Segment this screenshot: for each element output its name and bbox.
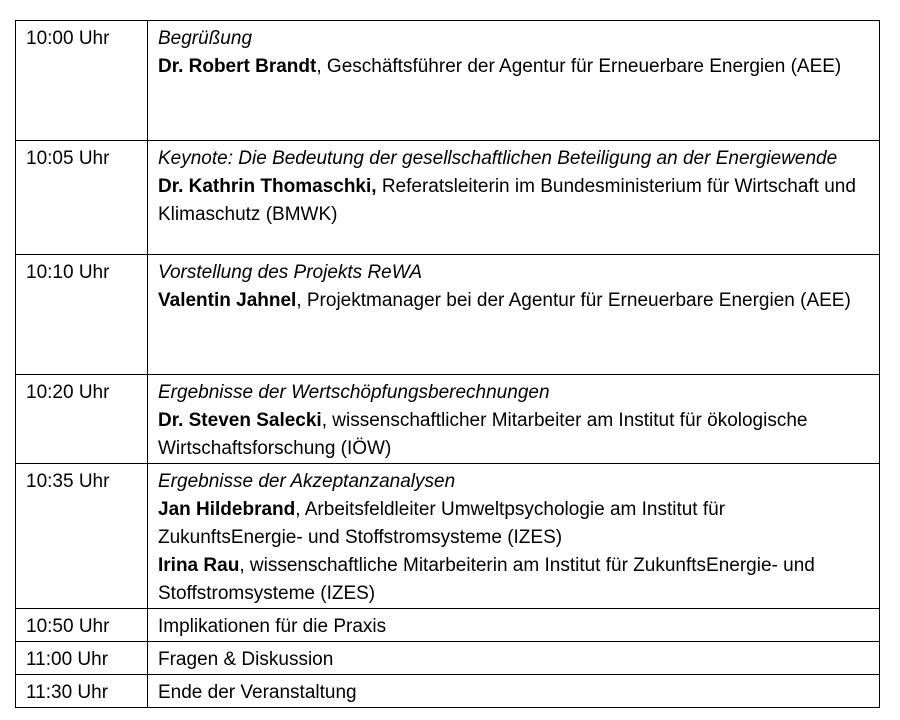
agenda-row xyxy=(16,21,880,141)
speaker-line xyxy=(158,552,871,608)
agenda-row xyxy=(16,609,880,642)
speaker-name: Irina Rau xyxy=(158,555,240,576)
agenda-time: 10:35 Uhr xyxy=(16,464,148,609)
agenda-row xyxy=(16,675,880,708)
agenda-time: 11:30 Uhr xyxy=(16,675,148,708)
speaker-role: , Projektmanager bei der Agentur für Erneuerbare Energien (AEE) xyxy=(296,290,851,311)
agenda-time: 11:00 Uhr xyxy=(16,642,148,675)
agenda-content xyxy=(148,464,880,609)
speaker-name: Dr. Steven Salecki xyxy=(158,410,322,431)
speaker-role: , wissenschaftliche Mitarbeiterin am Institut für ZukunftsEnergie- und Stoffstromsysteme (IZES) xyxy=(158,555,815,604)
agenda-time: 10:05 Uhr xyxy=(16,141,148,255)
agenda-time: 10:10 Uhr xyxy=(16,255,148,375)
speaker-name: Valentin Jahnel xyxy=(158,290,297,311)
speaker-role: , Geschäftsführer der Agentur für Erneuerbare Energien (AEE) xyxy=(316,56,842,77)
speaker-name: Jan Hildebrand xyxy=(158,499,296,520)
agenda-time: 10:00 Uhr xyxy=(16,21,148,141)
speaker-line xyxy=(158,496,871,552)
agenda-row xyxy=(16,464,880,609)
agenda-content xyxy=(148,255,880,375)
agenda-content xyxy=(148,21,880,141)
session-text: Implikationen für die Praxis xyxy=(158,616,387,637)
speaker-role: , wissenschaftlicher Mitarbeiter am Institut für ökologische Wirtschaftsforschung (IÖW) xyxy=(158,410,808,459)
session-title: Ergebnisse der Wertschöpfungsberechnungen xyxy=(158,382,550,403)
session-title: Ergebnisse der Akzeptanzanalysen xyxy=(158,471,456,492)
session-title: Begrüßung xyxy=(158,28,253,49)
agenda-table xyxy=(15,20,880,708)
agenda-content xyxy=(148,675,880,708)
agenda-row xyxy=(16,642,880,675)
session-title: Vorstellung des Projekts ReWA xyxy=(158,262,423,283)
speaker-name: Dr. Robert Brandt xyxy=(158,56,317,77)
speaker-name: Dr. Kathrin Thomaschki, xyxy=(158,176,377,197)
agenda-content xyxy=(148,609,880,642)
session-text: Fragen & Diskussion xyxy=(158,649,334,670)
agenda-content xyxy=(148,141,880,255)
agenda-row xyxy=(16,255,880,375)
speaker-line xyxy=(158,53,871,81)
agenda-time: 10:50 Uhr xyxy=(16,609,148,642)
speaker-role: Referatsleiterin im Bundesministerium für Wirtschaft und Klimaschutz (BMWK) xyxy=(158,176,856,225)
agenda-time: 10:20 Uhr xyxy=(16,375,148,464)
agenda-content xyxy=(148,642,880,675)
speaker-line xyxy=(158,407,871,463)
speaker-role: , Arbeitsfeldleiter Umweltpsychologie am Institut für ZukunftsEnergie- und Stoffstromsysteme (IZES) xyxy=(158,499,726,548)
speaker-line xyxy=(158,287,871,315)
agenda-content xyxy=(148,375,880,464)
agenda-row xyxy=(16,375,880,464)
session-text: Ende der Veranstaltung xyxy=(158,682,357,703)
speaker-line xyxy=(158,173,871,229)
agenda-row xyxy=(16,141,880,255)
session-title: Keynote: Die Bedeutung der gesellschaftlichen Beteiligung an der Energiewende xyxy=(158,148,838,169)
